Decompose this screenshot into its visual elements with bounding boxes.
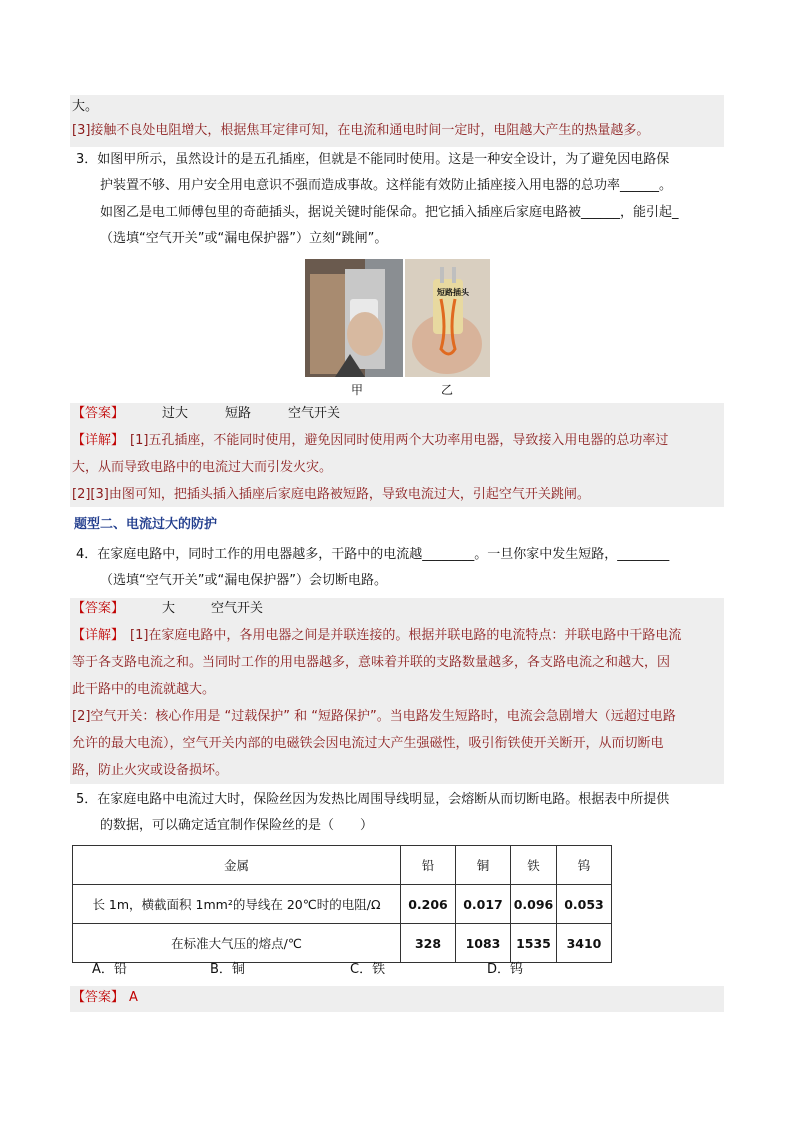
table-cell: 铁 xyxy=(511,846,557,885)
option-c: C．铁 xyxy=(350,962,386,977)
short-circuit-plug-photo xyxy=(405,259,490,377)
question-line: （选填“空气开关”或“漏电保护器”）会切断电路。 xyxy=(100,573,387,588)
detail-line: 大，从而导致电路中的电流过大而引发火灾。 xyxy=(72,460,333,475)
question-line: （选填“空气开关”或“漏电保护器”）立刻“跳闸”。 xyxy=(100,231,388,246)
metal-data-table xyxy=(72,845,612,963)
answer-value: 大 xyxy=(162,601,176,616)
detail-line: [2][3]由图可知，把插头插入插座后家庭电路被短路，导致电流过大，引起空气开关跳闸。 xyxy=(72,487,590,502)
detail-line: [1]五孔插座，不能同时使用，避免因同时使用两个大功率用电器，导致接入用电器的总功率过 xyxy=(130,433,669,448)
answer-value: 空气开关 xyxy=(288,406,341,421)
answer-tag: 【答案】 xyxy=(72,406,125,421)
figure-caption: 甲 xyxy=(351,383,364,397)
detail-line: 此干路中的电流就越大。 xyxy=(72,682,216,697)
figure-caption: 乙 xyxy=(441,383,454,397)
table-cell: 1535 xyxy=(511,924,557,963)
table-cell: 铜 xyxy=(456,846,511,885)
answer-value: 短路 xyxy=(225,406,252,421)
answer-value: 过大 xyxy=(162,406,189,421)
option-a: A．铅 xyxy=(92,962,127,977)
answer-tag: 【答案】 xyxy=(72,601,125,616)
section-heading: 题型二、电流过大的防护 xyxy=(74,517,218,532)
option-d: D．钨 xyxy=(487,962,524,977)
detail-line: 允许的最大电流），空气开关内部的电磁铁会因电流过大产生强磁性，吸引衔铁使开关断开，从而切断电 xyxy=(72,736,664,751)
question-line: 4．在家庭电路中，同时工作的用电器越多，干路中的电流越________。一旦你家中发生短路，________ xyxy=(76,547,670,562)
text-line: 大。 xyxy=(72,99,99,114)
table-row xyxy=(73,924,612,963)
detail-line: [2]空气开关：核心作用是 “过载保护” 和 “短路保护”。当电路发生短路时，电流会急剧增大（远超过电路 xyxy=(72,709,676,724)
table-cell: 0.017 xyxy=(456,885,511,924)
answer-value: 空气开关 xyxy=(211,601,264,616)
detail-line: 路，防止火灾或设备损坏。 xyxy=(72,763,229,778)
plug-label: 短路插头 xyxy=(437,288,469,297)
question-line: 护装置不够、用户安全用电意识不强而造成事故。这样能有效防止插座接入用电器的总功率______。 xyxy=(100,178,673,193)
table-cell: 328 xyxy=(401,924,456,963)
table-cell: 铅 xyxy=(401,846,456,885)
question-line: 的数据，可以确定适宜制作保险丝的是（ ） xyxy=(100,818,374,833)
table-cell: 0.096 xyxy=(511,885,557,924)
detail-tag: 【详解】 xyxy=(72,433,125,448)
question-line: 5．在家庭电路中电流过大时，保险丝因为发热比周围导线明显，会熔断从而切断电路。根据表中所提供 xyxy=(76,792,670,807)
detail-line: [1]在家庭电路中，各用电器之间是并联连接的。根据并联电路的电流特点：并联电路中干路电流 xyxy=(130,628,682,643)
detail-line: [3]接触不良处电阻增大，根据焦耳定律可知，在电流和通电时间一定时，电阻越大产生的热量越多。 xyxy=(72,123,650,138)
table-header-row xyxy=(73,846,612,885)
table-cell: 长 1m，横截面积 1mm²的导线在 20℃时的电阻/Ω xyxy=(73,885,401,924)
question-line: 3．如图甲所示，虽然设计的是五孔插座，但就是不能同时使用。这是一种安全设计，为了避免因电路保 xyxy=(76,152,670,167)
option-b: B．铜 xyxy=(210,962,245,977)
table-cell: 1083 xyxy=(456,924,511,963)
question-line: 如图乙是电工师傅包里的奇葩插头，据说关键时能保命。把它插入插座后家庭电路被______，能引起_ xyxy=(100,205,679,220)
table-cell: 金属 xyxy=(73,846,401,885)
detail-line: 等于各支路电流之和。当同时工作的用电器越多，意味着并联的支路数量越多，各支路电流之和越大，因 xyxy=(72,655,671,670)
table-cell: 0.053 xyxy=(557,885,612,924)
table-cell: 在标准大气压的熔点/℃ xyxy=(73,924,401,963)
answer-value: A xyxy=(129,990,138,1005)
socket-photo xyxy=(305,259,403,377)
table-cell: 钨 xyxy=(557,846,612,885)
table-cell: 0.206 xyxy=(401,885,456,924)
answer-tag: 【答案】 xyxy=(72,990,125,1005)
table-row xyxy=(73,885,612,924)
detail-tag: 【详解】 xyxy=(72,628,125,643)
table-cell: 3410 xyxy=(557,924,612,963)
answer-band xyxy=(70,986,724,1012)
